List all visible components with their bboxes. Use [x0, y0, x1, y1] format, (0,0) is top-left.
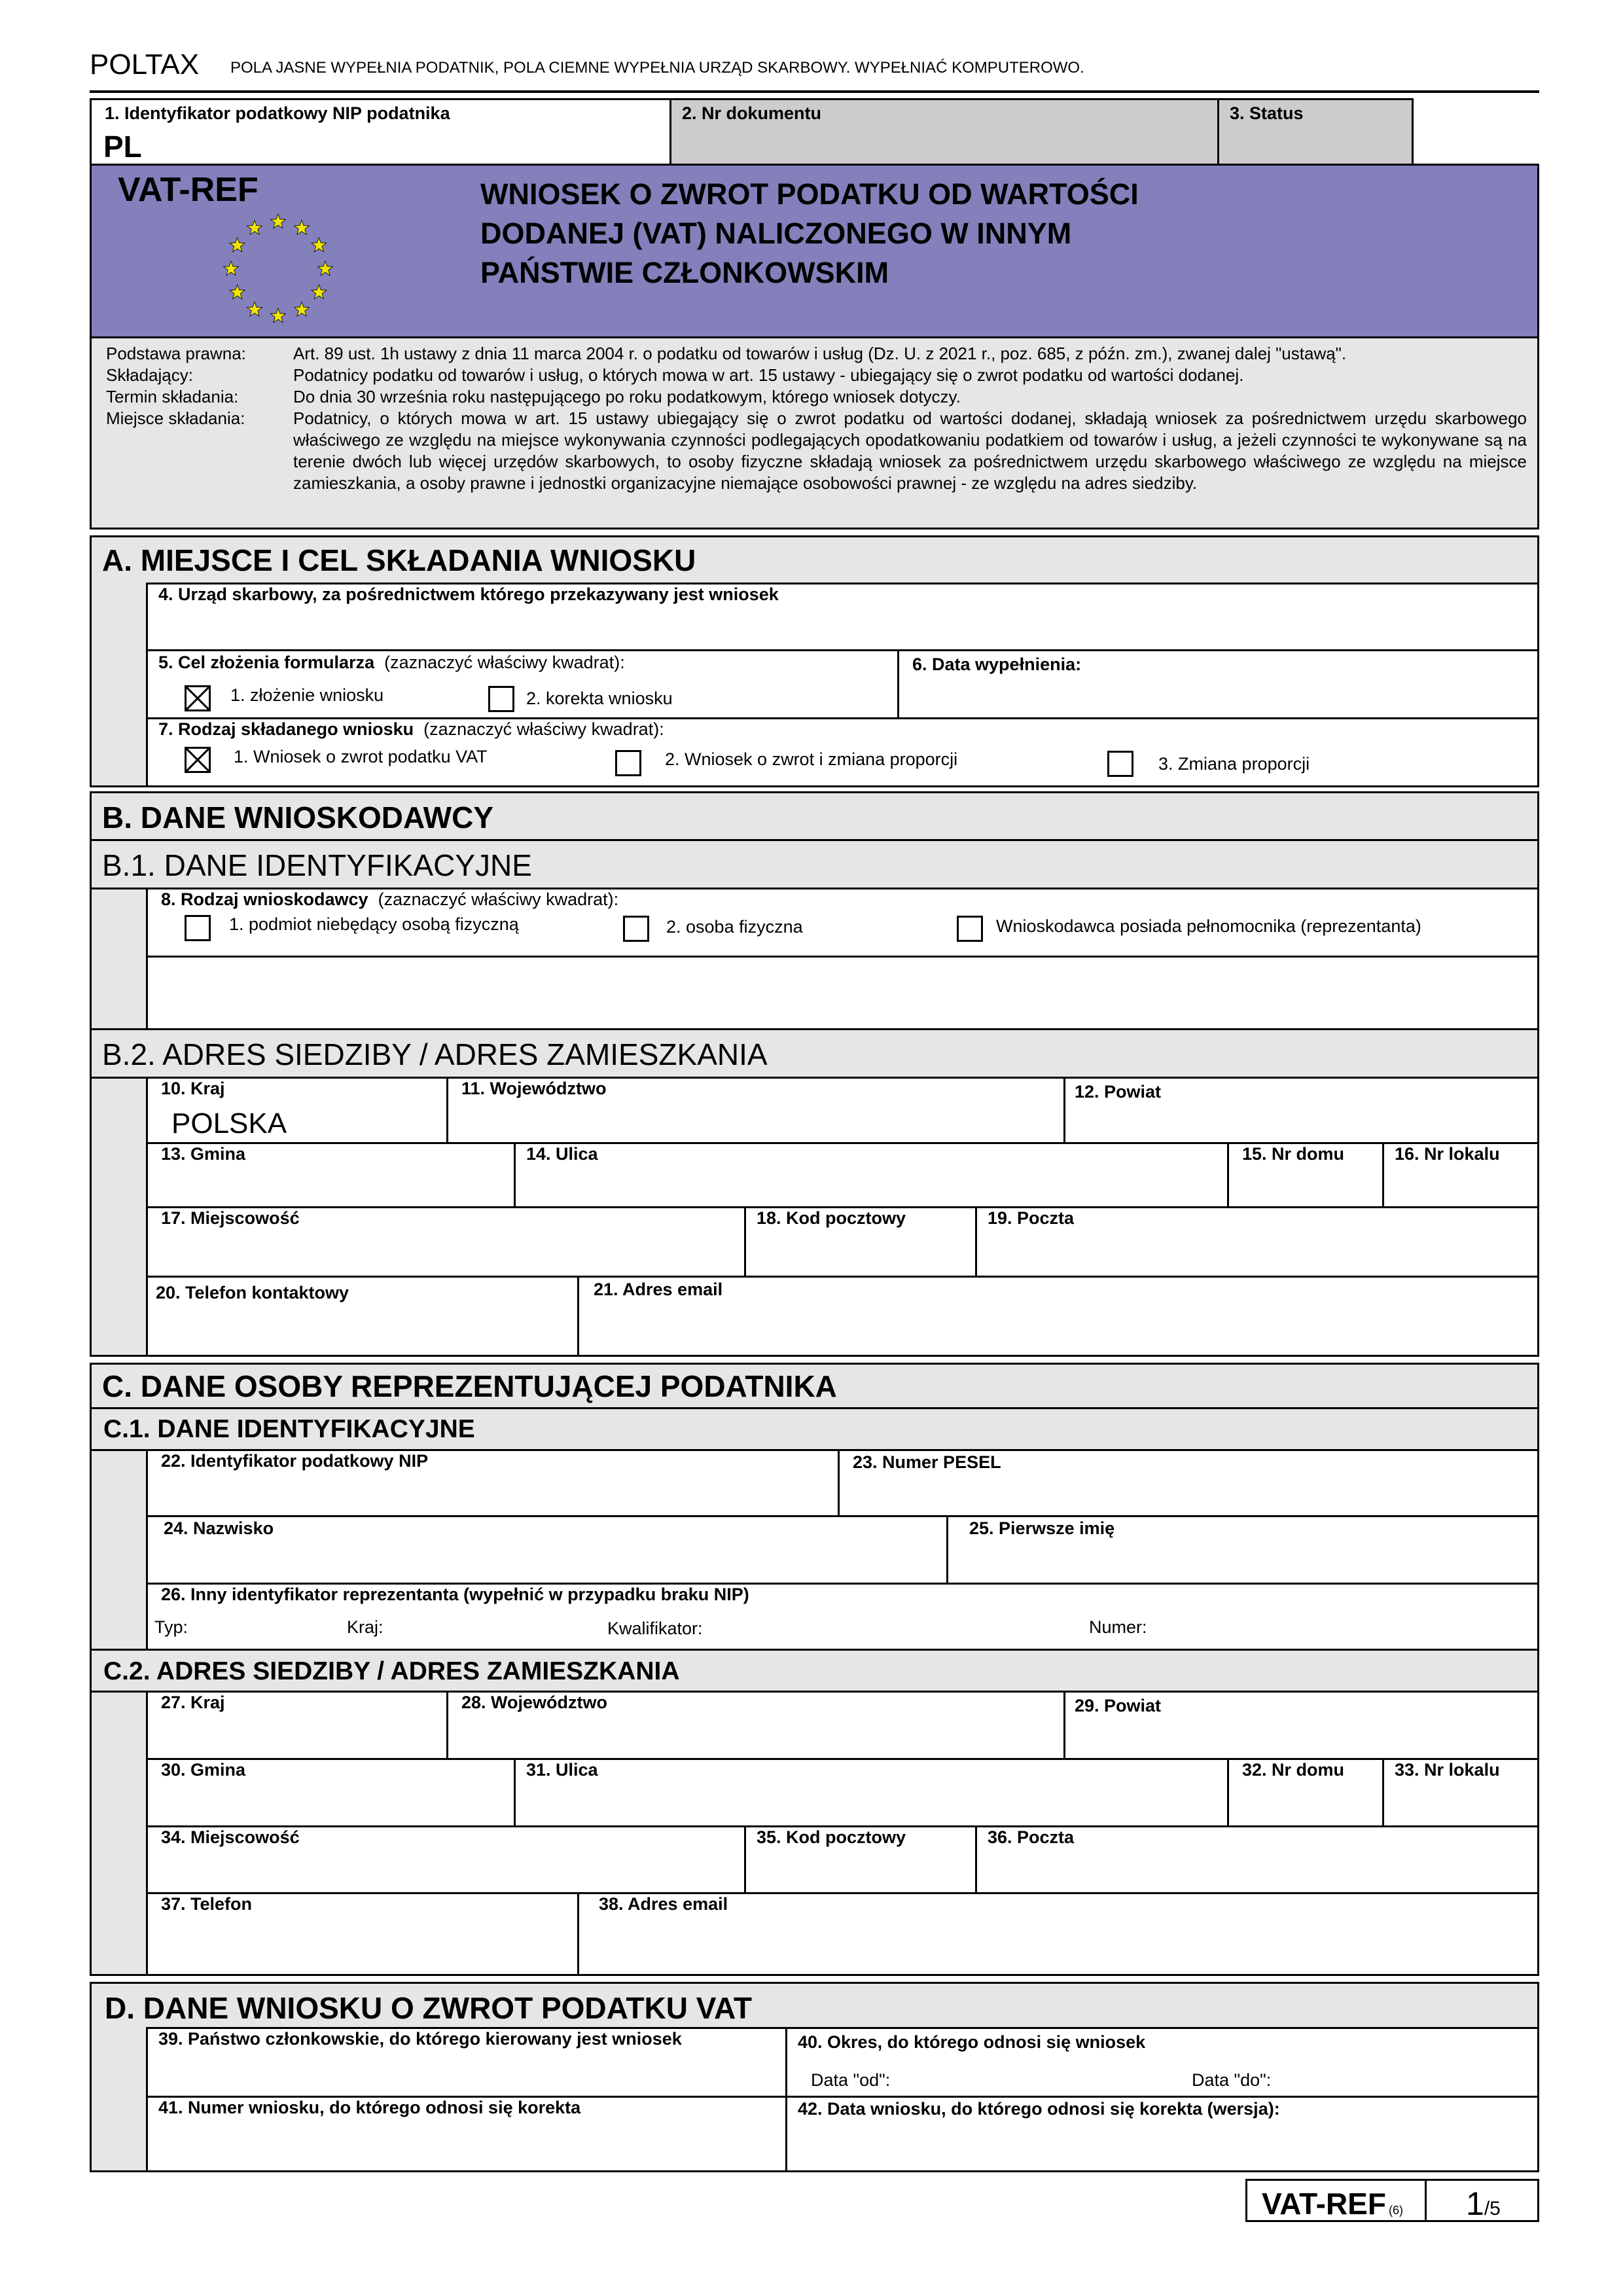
- rep-municipality-label: 30. Gmina: [161, 1760, 246, 1780]
- house-number-field[interactable]: [1227, 1142, 1384, 1208]
- checkbox-non-natural-person[interactable]: [185, 915, 211, 941]
- checkbox-vat-refund[interactable]: [185, 747, 211, 773]
- fill-date-field[interactable]: [897, 649, 1539, 719]
- apartment-number-label: 16. Nr lokalu: [1395, 1144, 1500, 1164]
- applicant-type-label: [161, 889, 618, 910]
- member-state-field[interactable]: [146, 2027, 787, 2098]
- rep-id-type: Typ:: [154, 1617, 188, 1637]
- podstawa-label: Podstawa prawna:: [106, 344, 246, 363]
- form-title-line3: PAŃSTWIE CZŁONKOWSKIM: [480, 256, 889, 289]
- rep-id-number: Numer:: [1089, 1617, 1147, 1637]
- checkbox-refund-proportion[interactable]: [615, 750, 641, 776]
- footer-code: VAT-REF: [1262, 2187, 1386, 2221]
- rep-voivodeship-field[interactable]: [446, 1691, 1065, 1760]
- rep-apartment-number-field[interactable]: [1382, 1758, 1539, 1827]
- section-c1-title: C.1. DANE IDENTYFIKACYJNE: [103, 1415, 475, 1443]
- nip-field[interactable]: [90, 98, 671, 166]
- rep-county-field[interactable]: [1063, 1691, 1539, 1760]
- postal-code-label: 18. Kod pocztowy: [757, 1208, 906, 1228]
- country-field[interactable]: [146, 1077, 448, 1144]
- city-label: 17. Miejscowość: [161, 1208, 300, 1228]
- rep-surname-label: 24. Nazwisko: [164, 1518, 274, 1538]
- eu-star: [224, 261, 239, 276]
- rep-nip-label: 22. Identyfikator podatkowy NIP: [161, 1451, 429, 1471]
- rep-nip-field[interactable]: [146, 1449, 840, 1517]
- rep-post-office-label: 36. Poczta: [988, 1827, 1075, 1847]
- page-current: 1: [1466, 2185, 1484, 2222]
- city-field[interactable]: [146, 1206, 746, 1278]
- eu-star: [230, 238, 245, 252]
- rep-street-field[interactable]: [514, 1758, 1229, 1827]
- miejsce-label: Miejsce składania:: [106, 408, 245, 428]
- period-to[interactable]: Data "do":: [1192, 2070, 1272, 2090]
- request-type-field: [146, 717, 1539, 787]
- rep-id-country: Kraj:: [347, 1617, 383, 1637]
- rep-id-qualifier: Kwalifikator:: [607, 1619, 703, 1638]
- section-b1-title: B.1. DANE IDENTYFIKACYJNE: [102, 848, 532, 882]
- request-type-label: [158, 719, 664, 740]
- option-correction: 2. korekta wniosku: [526, 689, 673, 708]
- section-c2-header: [90, 1649, 1539, 1693]
- termin-label: Termin składania:: [106, 387, 239, 406]
- post-office-field[interactable]: [975, 1206, 1539, 1278]
- eu-star: [230, 285, 245, 299]
- purpose-field: [146, 649, 899, 719]
- option-refund-proportion: 2. Wniosek o zwrot i zmiana proporcji: [665, 749, 958, 769]
- rep-house-number-field[interactable]: [1227, 1758, 1384, 1827]
- rep-country-field[interactable]: [146, 1691, 448, 1760]
- option-submission: 1. złożenie wniosku: [230, 685, 384, 705]
- rep-pesel-field[interactable]: [838, 1449, 1539, 1517]
- footer-code-wrap: [1262, 2186, 1403, 2221]
- section-c-title: C. DANE OSOBY REPREZENTUJĄCEJ PODATNIKA: [102, 1369, 837, 1403]
- country-value: POLSKA: [171, 1107, 287, 1139]
- eu-star: [312, 238, 327, 252]
- rep-firstname-field[interactable]: [946, 1515, 1539, 1585]
- eu-star: [247, 302, 262, 316]
- miejsce-text: Podatnicy, o których mowa w art. 15 ustawy ubiegający się o zwrot podatku od wartości dodanej, składają wniosek za pośrednictwem urzędu skarbowego właściwego ze względu na miejsce wykonywania czynności podlegających opodatkowaniu podatkiem od towarów i usług, a jeżeli czynności te wykonywane są na terenie dwóch lub więcej urzędów skarbowych, to osoby fizyczne składają wniosek za pośrednictwem urzędu skarbowego właściwego ze względu na miejsce zamieszkania, a osoby prawne i jednostki organizacyjne niemające osobowości prawnej - ze względu na adres siedziby.: [293, 408, 1527, 493]
- section-b2-title: B.2. ADRES SIEDZIBY / ADRES ZAMIESZKANIA: [102, 1037, 768, 1071]
- member-state-label: 39. Państwo członkowskie, do którego kierowany jest wniosek: [158, 2029, 682, 2049]
- eu-star: [318, 261, 333, 276]
- correction-number-field[interactable]: [146, 2096, 787, 2172]
- eu-star: [294, 302, 310, 316]
- form-notice: POLA JASNE WYPEŁNIA PODATNIK, POLA CIEMNE WYPEŁNIA URZĄD SKARBOWY. WYPEŁNIAĆ KOMPUTEROWO.: [230, 59, 1084, 77]
- period-field: [785, 2027, 1539, 2098]
- podstawa-text: Art. 89 ust. 1h ustawy z dnia 11 marca 2004 r. o podatku od towarów i usług (Dz. U. z 2021 r., poz. 685, z późn. zm.), zwanej dalej "ustawą".: [293, 344, 1347, 363]
- correction-date-field[interactable]: [785, 2096, 1539, 2172]
- page-total: /5: [1484, 2198, 1501, 2219]
- post-office-label: 19. Poczta: [988, 1208, 1075, 1228]
- correction-date-label: 42. Data wniosku, do którego odnosi się korekta (wersja):: [798, 2099, 1280, 2119]
- rep-phone-field[interactable]: [146, 1892, 579, 1976]
- email-label: 21. Adres email: [594, 1280, 723, 1299]
- legal-info: [90, 336, 1539, 529]
- section-d-title: D. DANE WNIOSKU O ZWROT PODATKU VAT: [105, 1991, 752, 2025]
- option-has-representative: Wnioskodawca posiada pełnomocnika (reprezentanta): [996, 916, 1421, 936]
- rep-street-label: 31. Ulica: [526, 1760, 598, 1780]
- checkbox-correction[interactable]: [488, 686, 514, 712]
- document-number-field: [669, 98, 1219, 166]
- applicant-type-hint: (zaznaczyć właściwy kwadrat):: [378, 889, 619, 909]
- eu-stars-icon: [219, 210, 337, 328]
- tax-office-label: 4. Urząd skarbowy, za pośrednictwem którego przekazywany jest wniosek: [158, 584, 779, 604]
- footer-form-code: [1245, 2179, 1427, 2222]
- section-c2-title: C.2. ADRES SIEDZIBY / ADRES ZAMIESZKANIA: [103, 1657, 680, 1685]
- section-b1-header: [90, 839, 1539, 889]
- form-title-line2: DODANEJ (VAT) NALICZONEGO W INNYM: [480, 217, 1072, 250]
- correction-number-label: 41. Numer wniosku, do którego odnosi się korekta: [158, 2098, 581, 2117]
- email-field[interactable]: [577, 1276, 1539, 1357]
- county-label: 12. Powiat: [1075, 1082, 1162, 1102]
- nip-label: 1. Identyfikator podatkowy NIP podatnika: [105, 103, 450, 123]
- form-title-line1: WNIOSEK O ZWROT PODATKU OD WARTOŚCI: [480, 177, 1139, 211]
- apartment-number-field[interactable]: [1382, 1142, 1539, 1208]
- rep-other-id-field[interactable]: [146, 1583, 1539, 1651]
- rep-municipality-field[interactable]: [146, 1758, 516, 1827]
- rep-city-label: 34. Miejscowość: [161, 1827, 300, 1847]
- purpose-label: [158, 653, 625, 673]
- section-b2-header: [90, 1028, 1539, 1079]
- option-proportion-change: 3. Zmiana proporcji: [1158, 754, 1310, 774]
- title-banner: [90, 164, 1539, 338]
- applicant-type-label-text: 8. Rodzaj wnioskodawcy: [161, 889, 368, 909]
- rep-city-field[interactable]: [146, 1825, 746, 1894]
- purpose-label-text: 5. Cel złożenia formularza: [158, 653, 375, 672]
- applicant-type-field: [146, 888, 1539, 958]
- rep-house-number-label: 32. Nr domu: [1242, 1760, 1345, 1780]
- document-number-label: 2. Nr dokumentu: [682, 103, 822, 123]
- status-field: [1217, 98, 1414, 166]
- eu-star: [312, 285, 327, 299]
- section-b-title: B. DANE WNIOSKODAWCY: [102, 800, 493, 834]
- phone-label: 20. Telefon kontaktowy: [156, 1283, 349, 1302]
- rep-voivodeship-label: 28. Województwo: [461, 1693, 608, 1712]
- request-type-hint: (zaznaczyć właściwy kwadrat):: [423, 719, 664, 739]
- rep-postal-code-label: 35. Kod pocztowy: [757, 1827, 906, 1847]
- rep-apartment-number-label: 33. Nr lokalu: [1395, 1760, 1500, 1780]
- checkbox-has-representative[interactable]: [957, 916, 983, 942]
- street-field[interactable]: [514, 1142, 1229, 1208]
- fill-date-label: 6. Data wypełnienia:: [912, 655, 1082, 674]
- postal-code-field[interactable]: [744, 1206, 977, 1278]
- voivodeship-label: 11. Województwo: [461, 1079, 607, 1098]
- eu-star: [247, 221, 262, 235]
- purpose-hint: (zaznaczyć właściwy kwadrat):: [384, 653, 625, 672]
- status-label: 3. Status: [1230, 103, 1304, 123]
- country-label: 10. Kraj: [161, 1079, 225, 1098]
- county-field[interactable]: [1063, 1077, 1539, 1144]
- municipality-field[interactable]: [146, 1142, 516, 1208]
- request-type-label-text: 7. Rodzaj składanego wniosku: [158, 719, 414, 739]
- eu-star: [271, 308, 286, 323]
- rep-postal-code-field[interactable]: [744, 1825, 977, 1894]
- termin-text: Do dnia 30 września roku następującego po roku podatkowym, którego wniosek dotyczy.: [293, 387, 961, 406]
- phone-field[interactable]: [146, 1276, 579, 1357]
- voivodeship-field[interactable]: [446, 1077, 1065, 1144]
- option-non-natural-person: 1. podmiot niebędący osobą fizyczną: [229, 914, 519, 934]
- section-c1-header: [90, 1407, 1539, 1451]
- footer-page-number: [1425, 2179, 1539, 2222]
- street-label: 14. Ulica: [526, 1144, 598, 1164]
- option-vat-refund: 1. Wniosek o zwrot podatku VAT: [234, 747, 488, 766]
- nip-prefix: PL: [103, 130, 142, 164]
- eu-star: [294, 221, 310, 235]
- page-indicator: [1466, 2185, 1501, 2223]
- option-natural-person: 2. osoba fizyczna: [666, 917, 803, 937]
- period-label: 40. Okres, do którego odnosi się wniosek: [798, 2032, 1146, 2052]
- rep-county-label: 29. Powiat: [1075, 1696, 1162, 1715]
- rep-email-label: 38. Adres email: [599, 1894, 728, 1914]
- house-number-label: 15. Nr domu: [1242, 1144, 1345, 1164]
- rep-post-office-field[interactable]: [975, 1825, 1539, 1894]
- rep-email-field[interactable]: [577, 1892, 1539, 1976]
- skladajacy-label: Składający:: [106, 365, 193, 385]
- section-c-header: [90, 1363, 1539, 1409]
- rep-firstname-label: 25. Pierwsze imię: [969, 1518, 1115, 1538]
- rep-phone-label: 37. Telefon: [161, 1894, 253, 1914]
- section-a-title: A. MIEJSCE I CEL SKŁADANIA WNIOSKU: [102, 543, 696, 577]
- checkbox-proportion-change[interactable]: [1107, 751, 1133, 777]
- period-from[interactable]: Data "od":: [811, 2070, 891, 2090]
- form-code: VAT-REF: [118, 171, 259, 209]
- checkbox-natural-person[interactable]: [623, 916, 649, 942]
- municipality-label: 13. Gmina: [161, 1144, 246, 1164]
- eu-star: [271, 214, 286, 228]
- skladajacy-text: Podatnicy podatku od towarów i usług, o których mowa w art. 15 ustawy - ubiegający się o zwrot podatku od wartości dodanej.: [293, 365, 1244, 385]
- brand: POLTAX: [90, 48, 200, 81]
- top-rule: [90, 90, 1539, 93]
- tax-office-field[interactable]: [146, 583, 1539, 651]
- rep-pesel-label: 23. Numer PESEL: [853, 1452, 1001, 1472]
- rep-country-label: 27. Kraj: [161, 1693, 225, 1712]
- footer-version: (6): [1388, 2204, 1403, 2217]
- applicant-name-field[interactable]: [146, 956, 1539, 1030]
- section-b-header: [90, 791, 1539, 841]
- rep-other-id-label: 26. Inny identyfikator reprezentanta (wypełnić w przypadku braku NIP): [161, 1585, 749, 1604]
- rep-surname-field[interactable]: [146, 1515, 948, 1585]
- checkbox-submission[interactable]: [185, 685, 211, 711]
